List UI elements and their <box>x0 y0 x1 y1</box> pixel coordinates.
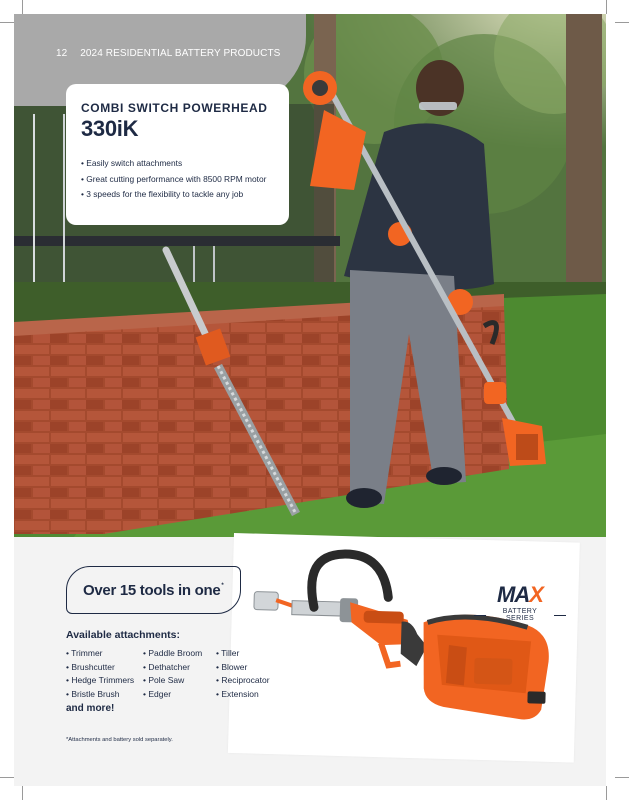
feature-list <box>81 156 273 203</box>
max-battery-series-logo <box>474 584 566 622</box>
feature-eyebrow: COMBI SWITCH POWERHEAD <box>81 101 268 115</box>
attachments-column <box>66 647 143 701</box>
section-title: 2024 RESIDENTIAL BATTERY PRODUCTS <box>80 48 281 59</box>
attachments-column <box>216 647 286 701</box>
crop-mark <box>606 786 607 800</box>
attachments-title: Available attachments: <box>66 629 180 641</box>
feature-bullet: • Easily switch attachments <box>81 158 183 168</box>
logo-rule <box>474 615 486 616</box>
battery-series-label: BATTERY SERIES <box>474 608 566 622</box>
crop-mark <box>0 777 14 778</box>
attachment-item: • Bristle Brush <box>66 688 120 699</box>
callout-asterisk: * <box>221 583 224 589</box>
attachment-item: • Tiller <box>216 648 240 658</box>
crop-mark <box>22 0 23 14</box>
callout-headline: Over 15 tools in one <box>83 581 221 599</box>
attachments-list <box>66 647 286 701</box>
crop-mark <box>615 22 629 23</box>
crop-mark <box>615 777 629 778</box>
crop-mark <box>606 0 607 14</box>
page-header <box>56 48 280 59</box>
and-more-text: and more! <box>66 703 115 714</box>
logo-rule <box>554 615 566 616</box>
attachment-item: • Pole Saw <box>143 675 185 685</box>
attachment-item: • Brushcutter <box>66 661 115 672</box>
feature-card <box>66 84 289 225</box>
footnote: *Attachments and battery sold separately. <box>66 737 173 743</box>
model-name: 330iK <box>81 116 139 141</box>
attachment-item: • Hedge Trimmers <box>66 675 135 685</box>
attachment-item: • Paddle Broom <box>143 648 203 658</box>
attachment-item: • Edger <box>143 688 172 699</box>
attachment-item: • Trimmer <box>66 648 103 658</box>
max-wordmark: MAX <box>497 582 543 607</box>
crop-mark <box>22 786 23 800</box>
feature-bullet: • 3 speeds for the flexibility to tackle any job <box>81 189 244 199</box>
attachment-item: • Reciprocator <box>216 675 270 685</box>
attachment-item: • Extension <box>216 688 259 699</box>
attachment-item: • Blower <box>216 661 248 672</box>
tools-callout <box>66 566 241 614</box>
feature-bullet: • Great cutting performance with 8500 RPM motor <box>81 173 267 184</box>
crop-mark <box>0 22 14 23</box>
attachment-item: • Dethatcher <box>143 661 190 672</box>
page-number: 12 <box>56 48 68 59</box>
attachments-column <box>143 647 216 701</box>
